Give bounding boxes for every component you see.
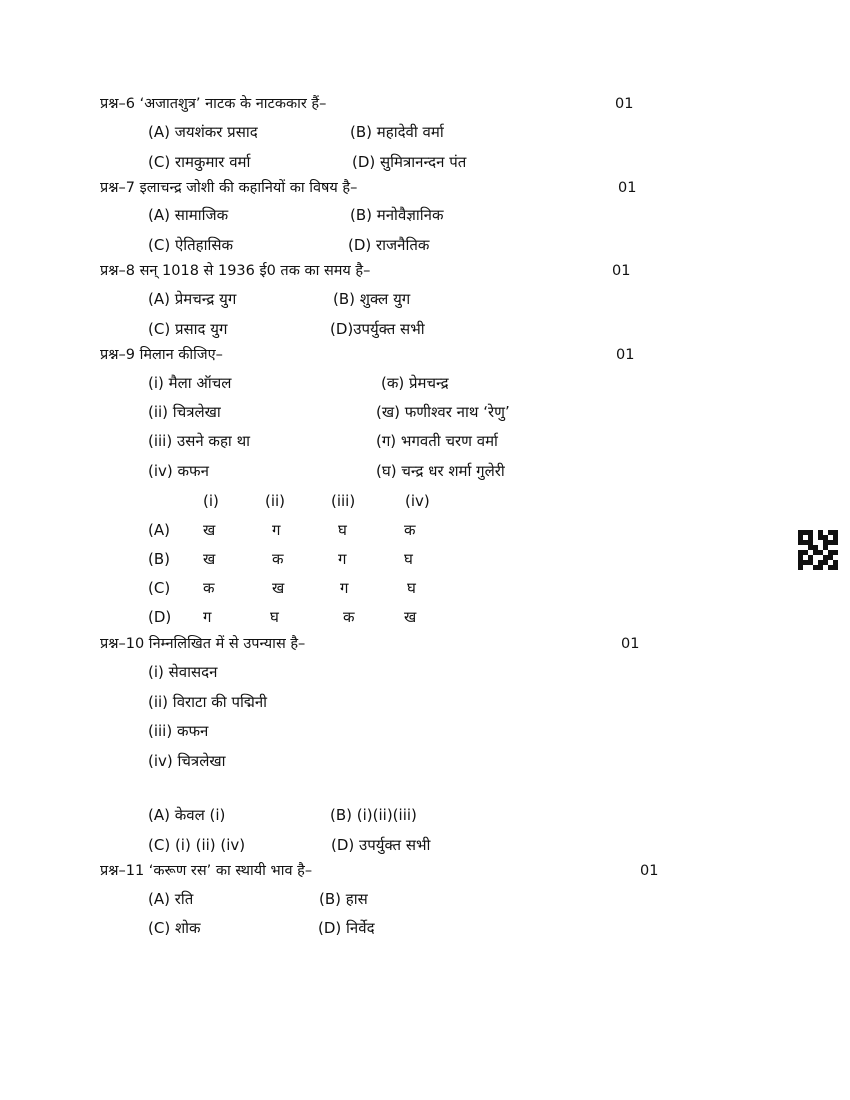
question-6-title: प्रश्न–6 ‘अजातशुत्र’ नाटक के नाटककार हैं– xyxy=(100,96,327,112)
question-6-option-d: (D) सुमित्रानन्दन पंत xyxy=(352,153,467,171)
question-9-title: प्रश्न–9 मिलान कीजिए– xyxy=(100,347,223,363)
question-8-option-d: (D)उपर्युक्त सभी xyxy=(330,320,425,338)
question-7-title: प्रश्न–7 इलाचन्द्र जोशी की कहानियों का विषय है– xyxy=(100,180,358,196)
question-10-option-c: (C) (i) (ii) (iv) xyxy=(148,836,246,854)
question-8-option-a: (A) प्रेमचन्द्र युग xyxy=(148,290,237,308)
question-8-option-c: (C) प्रसाद युग xyxy=(148,320,228,338)
question-6-option-b: (B) महादेवी वर्मा xyxy=(350,123,444,141)
question-7-marks: 01 xyxy=(618,180,637,196)
question-11-option-b: (B) हास xyxy=(319,890,368,908)
question-8-marks: 01 xyxy=(612,263,631,279)
grid-cell: ग xyxy=(338,550,347,568)
question-6-option-c: (C) रामकुमार वर्मा xyxy=(148,153,251,171)
question-11-option-d: (D) निर्वेद xyxy=(318,919,375,937)
grid-cell: क xyxy=(404,521,416,539)
grid-cell: घ xyxy=(404,550,413,568)
question-10-item-2: (ii) विराटा की पद्मिनी xyxy=(148,693,268,711)
question-11-option-a: (A) रति xyxy=(148,890,194,908)
question-6-marks: 01 xyxy=(615,96,634,112)
question-10-item-3: (iii) कफन xyxy=(148,722,209,740)
grid-cell: ग xyxy=(340,579,349,597)
grid-cell: क xyxy=(203,579,215,597)
question-8-title: प्रश्न–8 सन् 1018 से 1936 ई0 तक का समय है– xyxy=(100,263,371,279)
question-11-title: प्रश्न–11 ‘करूण रस’ का स्थायी भाव है– xyxy=(100,863,313,879)
question-11-marks: 01 xyxy=(640,863,659,879)
question-8-option-b: (B) शुक्ल युग xyxy=(333,290,411,308)
match-right-1: (क) प्रेमचन्द्र xyxy=(381,374,449,392)
question-10-option-d: (D) उपर्युक्त सभी xyxy=(331,836,431,854)
grid-cell: क xyxy=(272,550,284,568)
question-10-item-1: (i) सेवासदन xyxy=(148,663,218,681)
question-10-option-b: (B) (i)(ii)(iii) xyxy=(330,806,417,824)
question-10-item-4: (iv) चित्रलेखा xyxy=(148,752,226,770)
question-10-option-a: (A) केवल (i) xyxy=(148,806,226,824)
question-7-option-d: (D) राजनैतिक xyxy=(348,236,430,254)
grid-cell: घ xyxy=(270,608,279,626)
grid-header-ii: (ii) xyxy=(265,492,286,510)
grid-cell: घ xyxy=(338,521,347,539)
match-right-4: (घ) चन्द्र धर शर्मा गुलेरी xyxy=(376,462,505,480)
grid-cell: ख xyxy=(404,608,417,626)
grid-header-i: (i) xyxy=(203,492,219,510)
question-7-option-a: (A) सामाजिक xyxy=(148,206,229,224)
grid-row-a-label: (A) xyxy=(148,521,170,539)
grid-cell: ख xyxy=(272,579,285,597)
qr-code-icon xyxy=(798,530,838,570)
match-left-2: (ii) चित्रलेखा xyxy=(148,403,221,421)
grid-cell: ग xyxy=(272,521,281,539)
grid-cell: ग xyxy=(203,608,212,626)
match-right-3: (ग) भगवती चरण वर्मा xyxy=(376,432,498,450)
question-10-title: प्रश्न–10 निम्नलिखित में से उपन्यास है– xyxy=(100,636,306,652)
grid-header-iii: (iii) xyxy=(331,492,356,510)
match-left-1: (i) मैला ऑचल xyxy=(148,374,232,392)
grid-row-c-label: (C) xyxy=(148,579,171,597)
question-9-marks: 01 xyxy=(616,347,635,363)
match-left-3: (iii) उसने कहा था xyxy=(148,432,251,450)
question-7-option-b: (B) मनोवैज्ञानिक xyxy=(350,206,444,224)
grid-cell: ख xyxy=(203,550,216,568)
question-6-option-a: (A) जयशंकर प्रसाद xyxy=(148,123,258,141)
grid-cell: क xyxy=(343,608,355,626)
question-10-marks: 01 xyxy=(621,636,640,652)
match-left-4: (iv) कफन xyxy=(148,462,209,480)
grid-cell: घ xyxy=(407,579,416,597)
question-7-option-c: (C) ऐतिहासिक xyxy=(148,236,234,254)
grid-cell: ख xyxy=(203,521,216,539)
grid-row-d-label: (D) xyxy=(148,608,172,626)
match-right-2: (ख) फणीश्वर नाथ ‘रेणु’ xyxy=(376,403,510,421)
grid-row-b-label: (B) xyxy=(148,550,170,568)
question-11-option-c: (C) शोक xyxy=(148,919,201,937)
grid-header-iv: (iv) xyxy=(405,492,430,510)
